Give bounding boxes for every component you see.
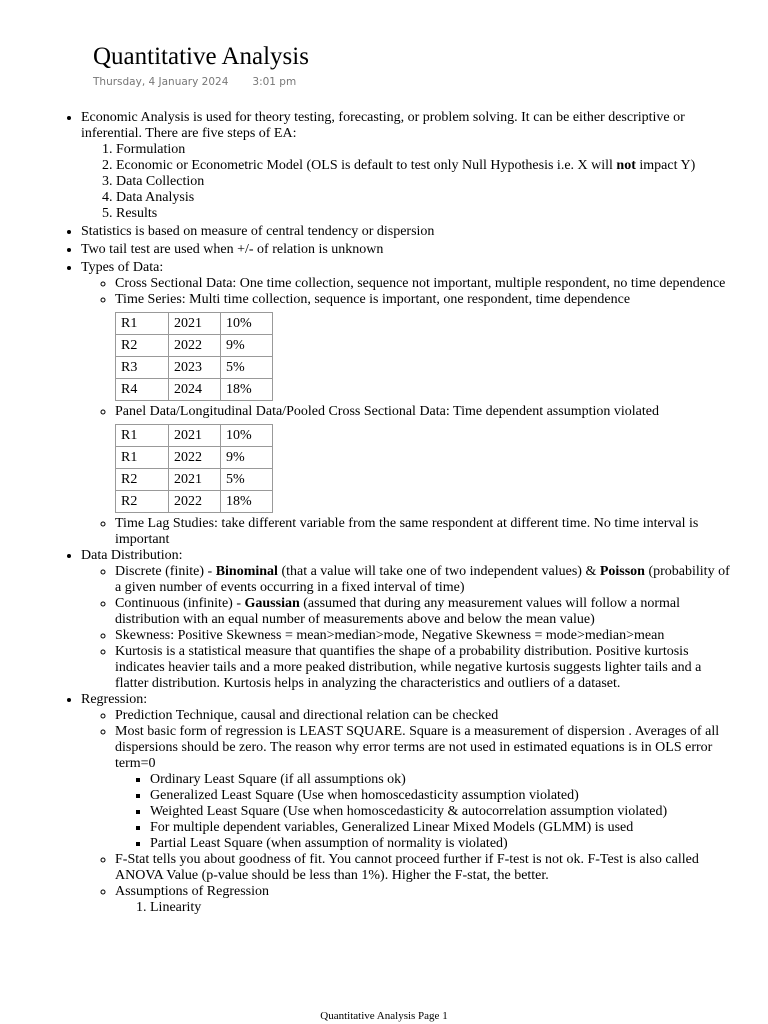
table-cell: 5% <box>221 357 273 379</box>
least-square-methods-list <box>115 772 732 852</box>
page-time: 3:01 pm <box>252 76 297 88</box>
table-row <box>116 313 273 335</box>
table-cell: 18% <box>221 491 273 513</box>
page-timestamp <box>93 76 296 88</box>
table-cell: 18% <box>221 379 273 401</box>
table-cell: 9% <box>221 447 273 469</box>
table-cell: 2021 <box>169 313 221 335</box>
list-item-data-distribution: • Data Distribution: ◦ Discrete (finite) - Binominal (that a value will take one of two independent values) & Poisson (probability of a given number of events occurring in a fixed interval of time) ◦ Continuous (infinite) - Gaussian (assumed that during any measurement values will follow a normal distribution with an equal number of measurements above and below the mean value) ◦ Skewness: Positive Skewness = mean>median>mode, Negative Skewness = mode>median>mean ◦ Kurtosis is a statistical measure that quantifies the shape of a probability distribution. Positive kurtosis indicates heavier tails and a more peaked distribution, while negative kurtosis suggests lighter tails and a flatter distribution. Kurtosis helps in analyzing the characteristics and outliers of a dataset. <box>81 548 732 692</box>
table-cell: R1 <box>116 313 169 335</box>
list-item: ◦ Most basic form of regression is LEAST SQUARE. Square is a measurement of dispersion . Averages of all dispersions should be zero. The reason why error terms are not used in estimated equations is in OLS error term=0 ▪ Ordinary Least Square (if all assumptions ok) ▪ Generalized Least Square (Use when homoscedasticity assumption violated) ▪ Weighted Least Square (Use when homoscedasticity & autocorrelation assumption violated) ▪ For multiple dependent variables, Generalized Linear Mixed Models (GLMM) is used ▪ Partial Least Square (when assumption of normality is violated) <box>115 724 732 852</box>
table-row <box>116 379 273 401</box>
list-item: ◦ F-Stat tells you about goodness of fit. You cannot proceed further if F-test is not ok. F-Test is also called ANOVA Value (p-value should be less than 1%). Higher the F-stat, the better. <box>115 852 732 884</box>
list-item: 1. Linearity <box>150 900 732 916</box>
table-cell: 2023 <box>169 357 221 379</box>
note-body <box>62 110 732 916</box>
list-item: ◦ Time Lag Studies: take different variable from the same respondent at different time. No time interval is important <box>115 516 732 548</box>
table-row <box>116 491 273 513</box>
table-cell: R2 <box>116 491 169 513</box>
table-row <box>116 447 273 469</box>
list-item: 4. Data Analysis <box>116 190 732 206</box>
list-item-types-of-data: • Types of Data: ◦ Cross Sectional Data: One time collection, sequence not important, multiple respondent, no time dependence ◦ Time Series: Multi time collection, sequence is important, one respondent, time dependence R1 2021 10% R2 2022 9% R3 2023 5% R4 2024 18% ◦ Panel Data/Longitudinal Data/Pooled Cross Sectional Data: Time dependent assumption violated R1 2021 10% R1 2022 9% R2 2021 5% R2 2022 18% ◦ Time Lag Studies: take different variable from the same respondent at different time. No time interval is important <box>81 260 732 548</box>
list-item-statistics: • Statistics is based on measure of central tendency or dispersion <box>81 224 732 240</box>
table-cell: 2022 <box>169 335 221 357</box>
table-row <box>116 425 273 447</box>
list-item: ▪ For multiple dependent variables, Generalized Linear Mixed Models (GLMM) is used <box>150 820 732 836</box>
table-cell: R1 <box>116 447 169 469</box>
types-list <box>81 276 732 548</box>
main-list <box>62 110 732 916</box>
table-cell: R2 <box>116 335 169 357</box>
table-cell: R4 <box>116 379 169 401</box>
list-item: ▪ Partial Least Square (when assumption of normality is violated) <box>150 836 732 852</box>
list-item: ◦ Panel Data/Longitudinal Data/Pooled Cross Sectional Data: Time dependent assumption violated R1 2021 10% R1 2022 9% R2 2021 5% R2 2022 18% <box>115 404 732 513</box>
panel-data-table <box>115 424 273 513</box>
list-item: ◦ Assumptions of Regression 1. Linearity <box>115 884 732 916</box>
table-cell: R3 <box>116 357 169 379</box>
table-row <box>116 469 273 491</box>
table-row <box>116 335 273 357</box>
list-item: ◦ Time Series: Multi time collection, sequence is important, one respondent, time dependence R1 2021 10% R2 2022 9% R3 2023 5% R4 2024 18% <box>115 292 732 401</box>
table-cell: 10% <box>221 425 273 447</box>
table-cell: 2022 <box>169 447 221 469</box>
time-series-table <box>115 312 273 401</box>
ea-steps-list <box>81 142 732 222</box>
table-cell: 5% <box>221 469 273 491</box>
page-title: Quantitative Analysis <box>93 43 309 70</box>
page-footer: Quantitative Analysis Page 1 <box>320 1010 448 1022</box>
list-item: ▪ Weighted Least Square (Use when homoscedasticity & autocorrelation assumption violated) <box>150 804 732 820</box>
table-cell: R1 <box>116 425 169 447</box>
list-item: 5. Results <box>116 206 732 222</box>
list-item: ◦ Prediction Technique, causal and directional relation can be checked <box>115 708 732 724</box>
list-item: 2. Economic or Econometric Model (OLS is default to test only Null Hypothesis i.e. X will not impact Y) <box>116 158 732 174</box>
table-cell: 2022 <box>169 491 221 513</box>
list-item: ◦ Kurtosis is a statistical measure that quantifies the shape of a probability distribution. Positive kurtosis indicates heavier tails and a more peaked distribution, while negative kurtosis suggests lighter tails and a flatter distribution. Kurtosis helps in analyzing the characteristics and outliers of a dataset. <box>115 644 732 692</box>
table-row <box>116 357 273 379</box>
table-cell: 10% <box>221 313 273 335</box>
table-cell: 2021 <box>169 425 221 447</box>
list-item: 1. Formulation <box>116 142 732 158</box>
list-item: ▪ Generalized Least Square (Use when homoscedasticity assumption violated) <box>150 788 732 804</box>
table-cell: 9% <box>221 335 273 357</box>
table-cell: 2021 <box>169 469 221 491</box>
list-item: ◦ Continuous (infinite) - Gaussian (assumed that during any measurement values will follow a normal distribution with an equal number of measurements above and below the mean value) <box>115 596 732 628</box>
list-item: ▪ Ordinary Least Square (if all assumptions ok) <box>150 772 732 788</box>
distribution-list <box>81 564 732 692</box>
table-cell: 2024 <box>169 379 221 401</box>
list-item: 3. Data Collection <box>116 174 732 190</box>
list-item: ◦ Skewness: Positive Skewness = mean>median>mode, Negative Skewness = mode>median>mean <box>115 628 732 644</box>
list-item-two-tail: • Two tail test are used when +/- of relation is unknown <box>81 242 732 258</box>
list-item-regression: • Regression: ◦ Prediction Technique, causal and directional relation can be checked ◦ Most basic form of regression is LEAST SQUARE. Square is a measurement of dispersion . Averages of all dispersions should be zero. The reason why error terms are not used in estimated equations is in OLS error term=0 ▪ Ordinary Least Square (if all assumptions ok) ▪ Generalized Least Square (Use when homoscedasticity assumption violated) ▪ Weighted Least Square (Use when homoscedasticity & autocorrelation assumption violated) ▪ For multiple dependent variables, Generalized Linear Mixed Models (GLMM) is used ▪ Partial Least Square (when assumption of normality is violated) ◦ F-Stat tells you about goodness of fit. You cannot proceed further if F-test is not ok. F-Test is also called ANOVA Value (p-value should be less than 1%). Higher the F-stat, the better. ◦ Assumptions of Regression 1. Linearity <box>81 692 732 916</box>
list-item-economic-analysis: • Economic Analysis is used for theory testing, forecasting, or problem solving. It can be either descriptive or inferential. There are five steps of EA: 1. Formulation 2. Economic or Econometric Model (OLS is default to test only Null Hypothesis i.e. X will not impact Y) 3. Data Collection 4. Data Analysis 5. Results <box>81 110 732 222</box>
table-cell: R2 <box>116 469 169 491</box>
assumptions-list <box>115 900 732 916</box>
list-item: ◦ Cross Sectional Data: One time collection, sequence not important, multiple respondent, no time dependence <box>115 276 732 292</box>
list-item: ◦ Discrete (finite) - Binominal (that a value will take one of two independent values) & Poisson (probability of a given number of events occurring in a fixed interval of time) <box>115 564 732 596</box>
page-date: Thursday, 4 January 2024 <box>93 76 229 88</box>
regression-list <box>81 708 732 916</box>
